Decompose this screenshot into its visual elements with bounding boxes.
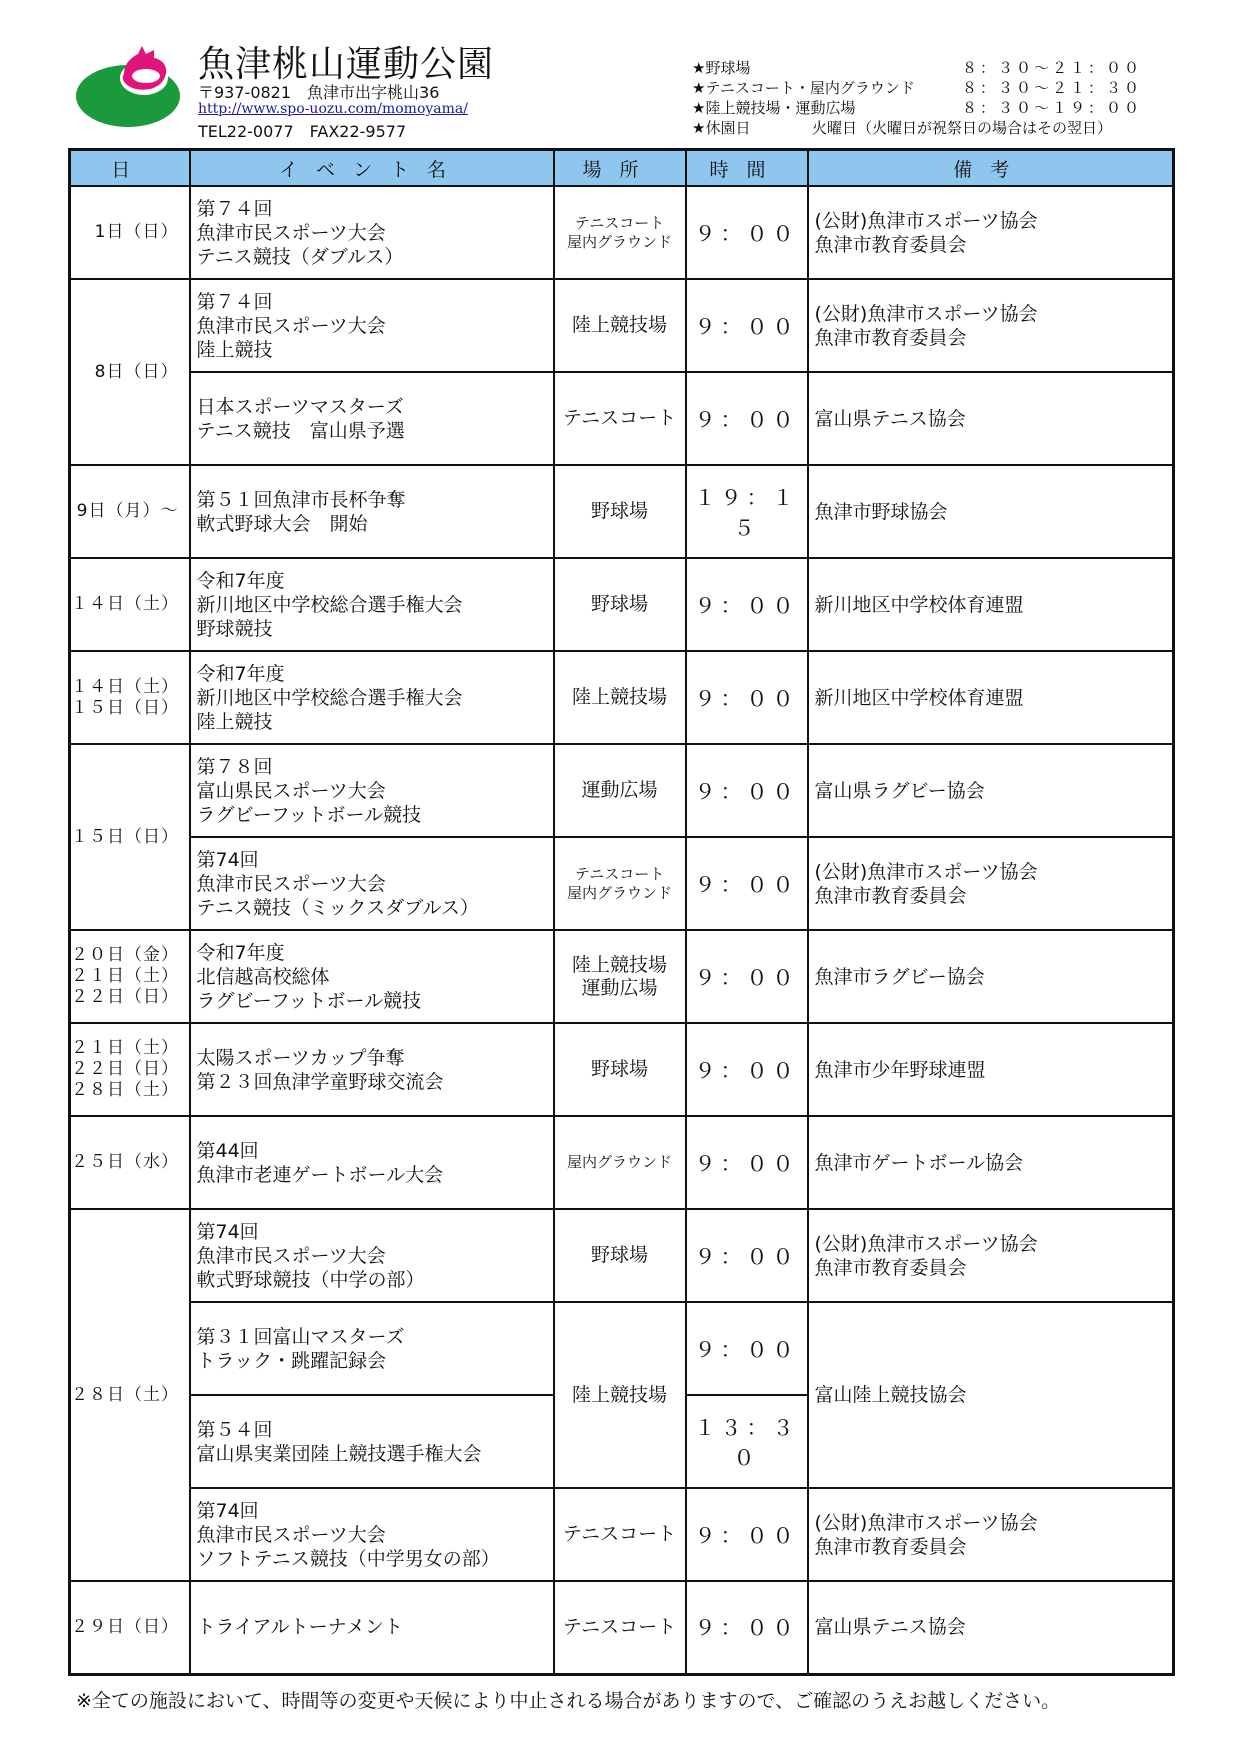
table-row xyxy=(70,1023,1174,1116)
date-text: ２１日（土） xyxy=(71,966,179,986)
place-text: 陸上競技場 xyxy=(571,686,667,708)
note-cell xyxy=(808,1116,1174,1209)
note-text: (公財)魚津市スポーツ協会 xyxy=(814,1232,1038,1255)
note-cell xyxy=(808,1023,1174,1116)
column-header-date: 日 xyxy=(70,150,190,187)
footer-notice: ※全ての施設において、時間等の変更や天候により中止される場合がありますので、ご確認のうえお越しください。 xyxy=(76,1690,1061,1712)
event-text: ラグビーフットボール競技 xyxy=(196,989,422,1012)
time-cell: ９：００ xyxy=(686,744,808,837)
event-text: 第５４回 xyxy=(196,1418,273,1441)
event-text: 魚津市民スポーツ大会 xyxy=(196,314,386,337)
hours-value: ８：３０～２１：３０ xyxy=(962,79,1143,97)
place-text: 陸上競技場 xyxy=(571,1383,667,1406)
event-text: 太陽スポーツカップ争奪 xyxy=(196,1046,405,1069)
event-text: 令和7年度 xyxy=(196,569,285,592)
time-cell: ９：００ xyxy=(686,1209,808,1302)
time-cell: １９：１５ xyxy=(686,465,808,558)
park-contact: TEL22-0077 FAX22-9577 xyxy=(198,122,407,141)
park-website-link[interactable]: http://www.spo-uozu.com/momoyama/ xyxy=(198,101,468,117)
event-text: 魚津市民スポーツ大会 xyxy=(196,1523,386,1546)
table-row xyxy=(70,1209,1174,1302)
place-text: テニスコート xyxy=(562,1523,677,1545)
table-row xyxy=(70,1488,1174,1581)
event-text: 新川地区中学校総合選手権大会 xyxy=(196,686,463,709)
note-text: 魚津市教育委員会 xyxy=(814,1535,967,1558)
table-row xyxy=(70,651,1174,744)
note-text: (公財)魚津市スポーツ協会 xyxy=(814,209,1038,232)
place-cell xyxy=(554,1581,686,1674)
note-text: 新川地区中学校体育連盟 xyxy=(814,686,1024,709)
event-cell xyxy=(190,930,554,1023)
event-cell xyxy=(190,837,554,930)
event-text: 第３１回富山マスターズ xyxy=(196,1325,405,1348)
place-text: 陸上競技場 xyxy=(571,314,667,336)
event-text: 北信越高校総体 xyxy=(196,965,330,988)
note-text: 富山県テニス協会 xyxy=(814,1616,966,1639)
event-text: 第７４回 xyxy=(196,290,273,313)
event-text: 第２３回魚津学童野球交流会 xyxy=(196,1070,444,1093)
event-cell xyxy=(190,1209,554,1302)
table-row xyxy=(70,930,1174,1023)
event-text: 第74回 xyxy=(196,1220,259,1243)
note-cell xyxy=(808,186,1174,279)
event-cell xyxy=(190,1302,554,1395)
time-cell: ９：００ xyxy=(686,1581,808,1674)
date-cell xyxy=(70,744,190,930)
event-text: トライアルトーナメント xyxy=(196,1616,403,1639)
event-text: 第７４回 xyxy=(196,197,273,220)
event-cell xyxy=(190,465,554,558)
date-cell xyxy=(70,279,190,465)
note-text: 魚津市少年野球連盟 xyxy=(814,1058,986,1081)
place-text: 屋内グラウンド xyxy=(566,232,672,251)
place-text: 運動広場 xyxy=(581,779,658,801)
note-cell xyxy=(808,837,1174,930)
table-row xyxy=(70,1302,1174,1395)
event-cell xyxy=(190,186,554,279)
note-cell xyxy=(808,930,1174,1023)
time-cell: ９：００ xyxy=(686,558,808,651)
place-text: 野球場 xyxy=(590,593,648,615)
date-text: 1日（日） xyxy=(94,222,179,242)
date-text: 8日（日） xyxy=(94,361,179,382)
event-text: 令和7年度 xyxy=(196,662,285,685)
date-text: １４日（土） xyxy=(71,676,179,697)
event-text: ラグビーフットボール競技 xyxy=(196,803,422,826)
time-cell: ９：００ xyxy=(686,837,808,930)
event-text: 陸上競技 xyxy=(196,338,273,361)
note-cell xyxy=(808,1581,1174,1674)
date-text: 9日（月）～ xyxy=(76,501,179,521)
place-text: 野球場 xyxy=(590,1244,648,1266)
hours-label: ★野球場 xyxy=(692,59,751,77)
note-cell xyxy=(808,558,1174,651)
date-text: ２２日（日） xyxy=(71,1059,179,1079)
place-text: テニスコート xyxy=(574,864,665,883)
date-text: ２１日（土） xyxy=(71,1038,179,1058)
event-cell xyxy=(190,1116,554,1209)
event-cell xyxy=(190,1488,554,1581)
note-text: 富山陸上競技協会 xyxy=(814,1384,967,1406)
table-row xyxy=(70,186,1174,279)
note-text: 魚津市教育委員会 xyxy=(814,326,967,349)
event-text: 新川地区中学校総合選手権大会 xyxy=(196,593,463,616)
date-text: ２８日（土） xyxy=(71,1080,179,1100)
place-text: 運動広場 xyxy=(581,976,658,999)
hours-label: ★陸上競技場・運動広場 xyxy=(692,99,856,117)
note-text: 魚津市ラグビー協会 xyxy=(814,965,985,988)
date-cell xyxy=(70,186,190,279)
table-row xyxy=(70,372,1174,465)
date-text: １５日（日） xyxy=(71,826,179,847)
time-cell: ９：００ xyxy=(686,1023,808,1116)
event-cell xyxy=(190,1023,554,1116)
note-cell xyxy=(808,1302,1174,1488)
table-row xyxy=(70,1581,1174,1674)
place-cell xyxy=(554,1302,686,1488)
place-cell xyxy=(554,465,686,558)
note-text: 富山県テニス協会 xyxy=(814,407,966,430)
event-text: 軟式野球競技（中学の部） xyxy=(196,1268,425,1291)
event-text: 野球競技 xyxy=(196,617,273,640)
note-cell xyxy=(808,372,1174,465)
table-row xyxy=(70,279,1174,372)
place-cell xyxy=(554,1116,686,1209)
note-text: 魚津市ゲートボール協会 xyxy=(814,1151,1024,1174)
event-text: テニス競技 富山県予選 xyxy=(196,419,405,442)
event-cell xyxy=(190,1395,554,1488)
event-text: 軟式野球大会 開始 xyxy=(196,512,368,535)
note-cell xyxy=(808,279,1174,372)
event-text: テニス競技（ダブルス） xyxy=(196,245,404,268)
note-cell xyxy=(808,465,1174,558)
date-cell xyxy=(70,1023,190,1116)
note-cell xyxy=(808,651,1174,744)
event-cell xyxy=(190,651,554,744)
date-cell xyxy=(70,651,190,744)
place-text: 屋内グラウンド xyxy=(566,883,672,902)
place-cell xyxy=(554,837,686,930)
event-cell xyxy=(190,744,554,837)
note-cell xyxy=(808,1488,1174,1581)
time-cell: ９：００ xyxy=(686,186,808,279)
place-cell xyxy=(554,372,686,465)
event-text: 富山県実業団陸上競技選手権大会 xyxy=(196,1442,482,1465)
time-cell: １３：３０ xyxy=(686,1395,808,1488)
date-cell xyxy=(70,930,190,1023)
time-cell: ９：００ xyxy=(686,1488,808,1581)
table-row xyxy=(70,465,1174,558)
event-cell xyxy=(190,1581,554,1674)
park-logo-icon xyxy=(76,44,186,129)
column-header-place: 場所 xyxy=(554,150,686,187)
place-cell xyxy=(554,279,686,372)
column-header-event: イベント名 xyxy=(190,150,554,187)
event-text: 第44回 xyxy=(196,1139,259,1162)
place-text: テニスコート xyxy=(574,213,665,232)
place-cell xyxy=(554,186,686,279)
event-cell xyxy=(190,558,554,651)
place-text: テニスコート xyxy=(562,1615,677,1638)
place-cell xyxy=(554,558,686,651)
park-name: 魚津桃山運動公園 xyxy=(198,44,495,85)
hours-label: ★休園日 xyxy=(692,119,751,137)
date-text: ２９日（日） xyxy=(71,1616,179,1637)
note-text: 新川地区中学校体育連盟 xyxy=(814,593,1024,616)
place-text: 野球場 xyxy=(590,500,648,522)
date-cell xyxy=(70,558,190,651)
note-text: 魚津市野球協会 xyxy=(814,500,948,523)
note-text: 富山県ラグビー協会 xyxy=(814,779,985,802)
date-cell xyxy=(70,465,190,558)
event-text: 令和7年度 xyxy=(196,941,285,964)
date-text: ２８日（土） xyxy=(71,1384,179,1405)
note-cell xyxy=(808,1209,1174,1302)
time-cell: ９：００ xyxy=(686,1302,808,1395)
event-schedule-table xyxy=(68,148,1175,1676)
place-cell xyxy=(554,744,686,837)
event-text: テニス競技（ミックスダブルス） xyxy=(196,896,479,919)
date-text: ２２日（日） xyxy=(71,987,179,1007)
note-text: (公財)魚津市スポーツ協会 xyxy=(814,302,1038,325)
table-row xyxy=(70,744,1174,837)
table-row xyxy=(70,558,1174,651)
date-text: ２５日（水） xyxy=(71,1152,179,1172)
event-text: トラック・跳躍記録会 xyxy=(196,1349,387,1372)
table-row xyxy=(70,1116,1174,1209)
event-text: 魚津市民スポーツ大会 xyxy=(196,221,386,244)
column-header-time: 時間 xyxy=(686,150,808,187)
place-cell xyxy=(554,651,686,744)
event-text: 第７８回 xyxy=(196,755,273,778)
date-text: １５日（日） xyxy=(71,697,179,718)
event-cell xyxy=(190,372,554,465)
event-text: 魚津市民スポーツ大会 xyxy=(196,1244,386,1267)
hours-value: 火曜日（火曜日が祝祭日の場合はその翌日） xyxy=(812,119,1113,137)
time-cell: ９：００ xyxy=(686,1116,808,1209)
event-text: 魚津市老連ゲートボール大会 xyxy=(196,1163,444,1186)
time-cell: ９：００ xyxy=(686,372,808,465)
time-cell: ９：００ xyxy=(686,279,808,372)
event-cell xyxy=(190,279,554,372)
hours-value: ８：３０～２１：００ xyxy=(962,59,1143,77)
event-text: ソフトテニス競技（中学男女の部） xyxy=(196,1547,500,1570)
note-text: 魚津市教育委員会 xyxy=(814,884,967,907)
date-cell xyxy=(70,1209,190,1581)
column-header-note: 備考 xyxy=(808,150,1174,187)
place-text: 陸上競技場 xyxy=(571,953,667,976)
hours-value: ８：３０～１９：００ xyxy=(962,99,1143,117)
place-text: テニスコート xyxy=(562,407,677,429)
note-text: 魚津市教育委員会 xyxy=(814,1256,967,1279)
date-cell xyxy=(70,1116,190,1209)
place-text: 屋内グラウンド xyxy=(566,1153,672,1171)
date-cell xyxy=(70,1581,190,1674)
note-text: (公財)魚津市スポーツ協会 xyxy=(814,860,1038,883)
event-text: 第74回 xyxy=(196,1499,259,1522)
park-address: 〒937-0821 魚津市出字桃山36 xyxy=(198,83,440,102)
page-header xyxy=(0,0,1240,150)
event-text: 日本スポーツマスターズ xyxy=(196,395,404,418)
event-text: 魚津市民スポーツ大会 xyxy=(196,872,386,895)
place-cell xyxy=(554,1023,686,1116)
place-cell xyxy=(554,1209,686,1302)
hours-label: ★テニスコート・屋内グラウンド xyxy=(692,79,915,97)
event-text: 第74回 xyxy=(196,848,259,871)
time-cell: ９：００ xyxy=(686,930,808,1023)
place-text: 野球場 xyxy=(590,1058,648,1080)
date-text: １４日（土） xyxy=(71,594,179,614)
event-text: 第５１回魚津市長杯争奪 xyxy=(196,488,406,511)
table-row xyxy=(70,837,1174,930)
note-text: (公財)魚津市スポーツ協会 xyxy=(814,1511,1038,1534)
time-cell: ９：００ xyxy=(686,651,808,744)
date-text: ２０日（金） xyxy=(71,945,179,965)
note-text: 魚津市教育委員会 xyxy=(814,233,967,256)
table-header-row xyxy=(70,150,1174,187)
place-cell xyxy=(554,930,686,1023)
place-cell xyxy=(554,1488,686,1581)
note-cell xyxy=(808,744,1174,837)
event-text: 陸上競技 xyxy=(196,710,273,733)
event-text: 富山県民スポーツ大会 xyxy=(196,779,386,802)
